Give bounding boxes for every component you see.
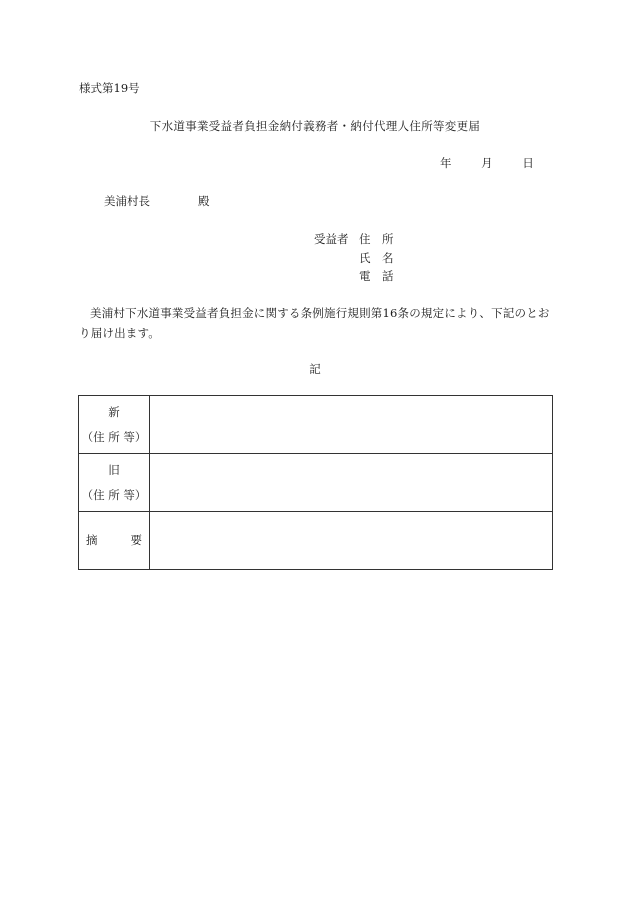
- name-char-1: 氏: [359, 251, 371, 265]
- summary-char-1: 摘: [86, 533, 98, 547]
- address-char-1: 住: [359, 232, 371, 246]
- date-month-label: 月: [481, 156, 493, 170]
- old-label-line1: 旧: [108, 462, 120, 477]
- ki-heading: 記: [309, 362, 321, 376]
- addressee: [104, 193, 210, 209]
- document-title: 下水道事業受益者負担金納付義務者・納付代理人住所等変更届: [149, 119, 481, 133]
- date-line: [440, 155, 534, 171]
- phone-char-2: 話: [382, 269, 394, 283]
- applicant-label: 受益者: [314, 232, 349, 246]
- form-number: 様式第19号: [79, 81, 140, 95]
- old-label-line2: （住 所 等）: [81, 487, 147, 502]
- table-row-summary: [79, 512, 553, 570]
- table-row-old: [79, 454, 553, 512]
- new-label-line2: （住 所 等）: [81, 429, 147, 444]
- summary-label: [79, 512, 150, 570]
- date-day-label: 日: [522, 156, 534, 170]
- old-address-label: [79, 454, 150, 512]
- applicant-address-label: [359, 231, 405, 247]
- addressee-honorific: 殿: [198, 194, 210, 208]
- new-label-line1: 新: [108, 404, 120, 419]
- applicant-phone-label: [359, 268, 405, 284]
- summary-value[interactable]: [150, 512, 553, 570]
- new-address-label: [79, 396, 150, 454]
- table-row-new: [79, 396, 553, 454]
- applicant-name-label: [359, 250, 405, 266]
- old-address-value[interactable]: [150, 454, 553, 512]
- new-address-value[interactable]: [150, 396, 553, 454]
- name-char-2: 名: [382, 251, 394, 265]
- summary-char-2: 要: [130, 533, 142, 547]
- addressee-name: 美浦村長: [104, 194, 150, 208]
- date-year-label: 年: [440, 156, 452, 170]
- body-text: 美浦村下水道事業受益者負担金に関する条例施行規則第16条の規定により、下記のとおり届け出ます。: [79, 306, 550, 340]
- address-char-2: 所: [382, 232, 394, 246]
- record-table: [78, 395, 553, 570]
- phone-char-1: 電: [359, 269, 371, 283]
